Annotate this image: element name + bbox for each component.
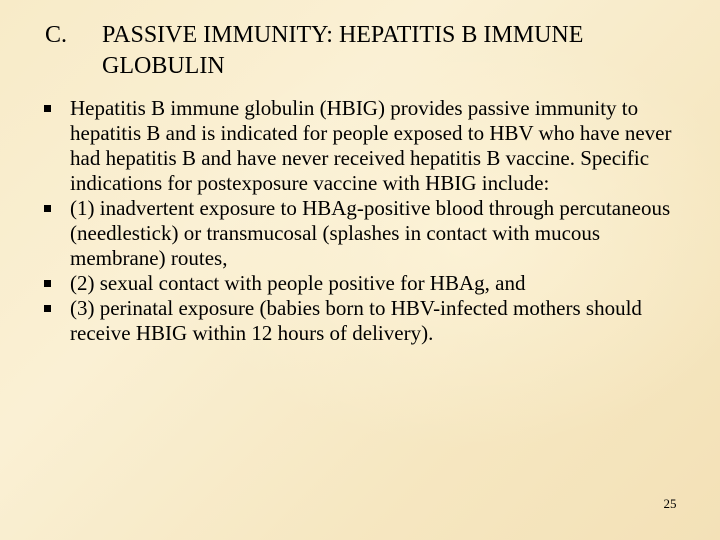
bullet-item — [44, 271, 684, 296]
title-text: PASSIVE IMMUNITY: HEPATITIS B IMMUNE GLOBULIN — [102, 22, 584, 79]
bullet-item — [44, 296, 684, 346]
page-number: 25 — [663, 496, 677, 511]
bullet-text: Hepatitis B immune globulin (HBIG) provides passive immunity to hepatitis B and is indicated for people exposed to HBV who have never had hepatitis B and have never received hepatitis B vaccine. Specific indications for postexposure vaccine with HBIG include: — [70, 96, 672, 195]
bullet-text: (3) perinatal exposure (babies born to HBV-infected mothers should receive HBIG within 12 hours of delivery). — [70, 296, 642, 345]
bullet-item — [44, 96, 684, 196]
square-bullet-icon — [44, 105, 51, 112]
square-bullet-icon — [44, 205, 51, 212]
bullet-text: (2) sexual contact with people positive for HBAg, and — [70, 271, 526, 295]
section-label: C. — [45, 22, 68, 48]
square-bullet-icon — [44, 280, 51, 287]
square-bullet-icon — [44, 305, 51, 312]
bullet-item — [44, 196, 684, 271]
bullet-text: (1) inadvertent exposure to HBAg-positive blood through percutaneous (needlestick) or transmucosal (splashes in contact with mucous membrane) routes, — [70, 196, 671, 270]
bullet-list — [44, 96, 684, 346]
